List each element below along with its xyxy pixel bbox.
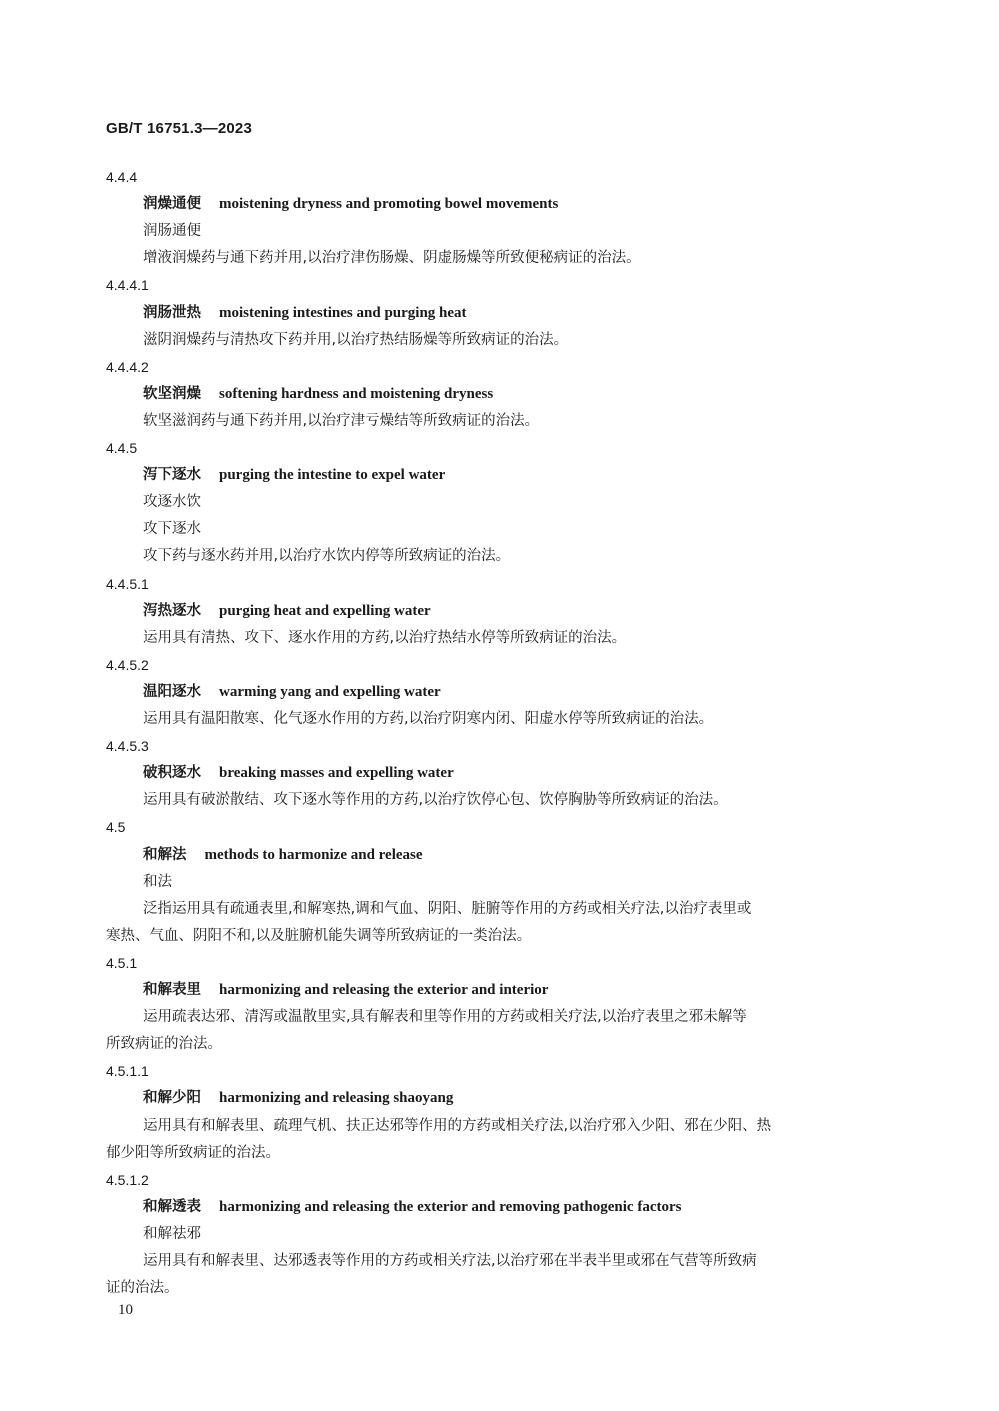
entry-number: 4.5 <box>106 819 126 835</box>
document-header: GB/T 16751.3—2023 <box>106 120 252 137</box>
synonym: 攻下逐水 <box>143 521 201 537</box>
term-chinese: 和解透表 <box>143 1199 201 1215</box>
term-heading <box>143 384 493 404</box>
term-english: harmonizing and releasing the exterior and interior <box>219 982 549 998</box>
definition-line: 攻下药与逐水药并用,以治疗水饮内停等所致病证的治法。 <box>143 548 511 564</box>
term-english: moistening dryness and promoting bowel movements <box>219 196 559 212</box>
synonym: 和法 <box>143 874 172 890</box>
term-chinese: 润燥通便 <box>143 196 201 212</box>
term-heading <box>143 682 441 702</box>
definition-line: 运用疏表达邪、清泻或温散里实,具有解表和里等作用的方药或相关疗法,以治疗表里之邪未解等 <box>143 1009 747 1025</box>
definition-line: 运用具有和解表里、达邪透表等作用的方药或相关疗法,以治疗邪在半表半里或邪在气营等所致病 <box>143 1253 757 1269</box>
term-heading <box>143 1088 453 1108</box>
entry-number: 4.4.4 <box>106 169 138 185</box>
term-chinese: 润肠泄热 <box>143 305 201 321</box>
term-chinese: 泻下逐水 <box>143 467 201 483</box>
term-heading <box>143 303 467 323</box>
term-heading <box>143 601 431 621</box>
definition-line: 郁少阳等所致病证的治法。 <box>106 1145 280 1161</box>
term-heading <box>143 845 423 865</box>
term-chinese: 和解少阳 <box>143 1090 201 1106</box>
entry-number: 4.5.1 <box>106 955 138 971</box>
synonym: 攻逐水饮 <box>143 494 201 510</box>
definition-line: 所致病证的治法。 <box>106 1036 222 1052</box>
synonym: 润肠通便 <box>143 223 201 239</box>
term-chinese: 和解法 <box>143 847 187 863</box>
entry-number: 4.4.4.1 <box>106 277 149 293</box>
entry-number: 4.4.5.1 <box>106 576 149 592</box>
entry-number: 4.5.1.1 <box>106 1063 149 1079</box>
term-chinese: 温阳逐水 <box>143 684 201 700</box>
definition-line: 运用具有清热、攻下、逐水作用的方药,以治疗热结水停等所致病证的治法。 <box>143 630 627 646</box>
term-heading <box>143 194 558 214</box>
term-chinese: 和解表里 <box>143 982 201 998</box>
definition-line: 证的治法。 <box>106 1280 179 1296</box>
term-heading <box>143 763 454 783</box>
synonym: 和解祛邪 <box>143 1226 201 1242</box>
entry-number: 4.5.1.2 <box>106 1172 149 1188</box>
term-chinese: 破积逐水 <box>143 765 201 781</box>
definition-line: 运用具有破淤散结、攻下逐水等作用的方药,以治疗饮停心包、饮停胸胁等所致病证的治法。 <box>143 792 728 808</box>
definition-line: 滋阴润燥药与清热攻下药并用,以治疗热结肠燥等所致病证的治法。 <box>143 332 569 348</box>
term-chinese: 泻热逐水 <box>143 603 201 619</box>
definition-line: 泛指运用具有疏通表里,和解寒热,调和气血、阴阳、脏腑等作用的方药或相关疗法,以治疗表里或 <box>143 901 752 917</box>
term-english: methods to harmonize and release <box>204 847 423 863</box>
term-heading <box>143 980 548 1000</box>
definition-line: 软坚滋润药与通下药并用,以治疗津亏燥结等所致病证的治法。 <box>143 413 540 429</box>
term-english: harmonizing and releasing the exterior and removing pathogenic factors <box>219 1199 682 1215</box>
term-english: purging heat and expelling water <box>219 603 431 619</box>
entry-number: 4.4.4.2 <box>106 359 149 375</box>
term-english: breaking masses and expelling water <box>219 765 454 781</box>
definition-line: 运用具有温阳散寒、化气逐水作用的方药,以治疗阴寒内闭、阳虚水停等所致病证的治法。 <box>143 711 714 727</box>
term-english: softening hardness and moistening dryness <box>219 386 494 402</box>
term-english: harmonizing and releasing shaoyang <box>219 1090 454 1106</box>
definition-line: 运用具有和解表里、疏理气机、扶正达邪等作用的方药或相关疗法,以治疗邪入少阳、邪在少阳、热 <box>143 1118 772 1134</box>
definition-line: 增液润燥药与通下药并用,以治疗津伤肠燥、阴虚肠燥等所致便秘病证的治法。 <box>143 250 641 266</box>
entry-number: 4.4.5 <box>106 440 138 456</box>
term-heading <box>143 465 445 485</box>
page-number: 10 <box>118 1302 133 1318</box>
entry-number: 4.4.5.2 <box>106 657 149 673</box>
term-chinese: 软坚润燥 <box>143 386 201 402</box>
term-english: purging the intestine to expel water <box>219 467 446 483</box>
term-english: warming yang and expelling water <box>219 684 441 700</box>
entry-number: 4.4.5.3 <box>106 738 149 754</box>
definition-line: 寒热、气血、阴阳不和,以及脏腑机能失调等所致病证的一类治法。 <box>106 928 532 944</box>
term-heading <box>143 1197 681 1217</box>
term-english: moistening intestines and purging heat <box>219 305 467 321</box>
